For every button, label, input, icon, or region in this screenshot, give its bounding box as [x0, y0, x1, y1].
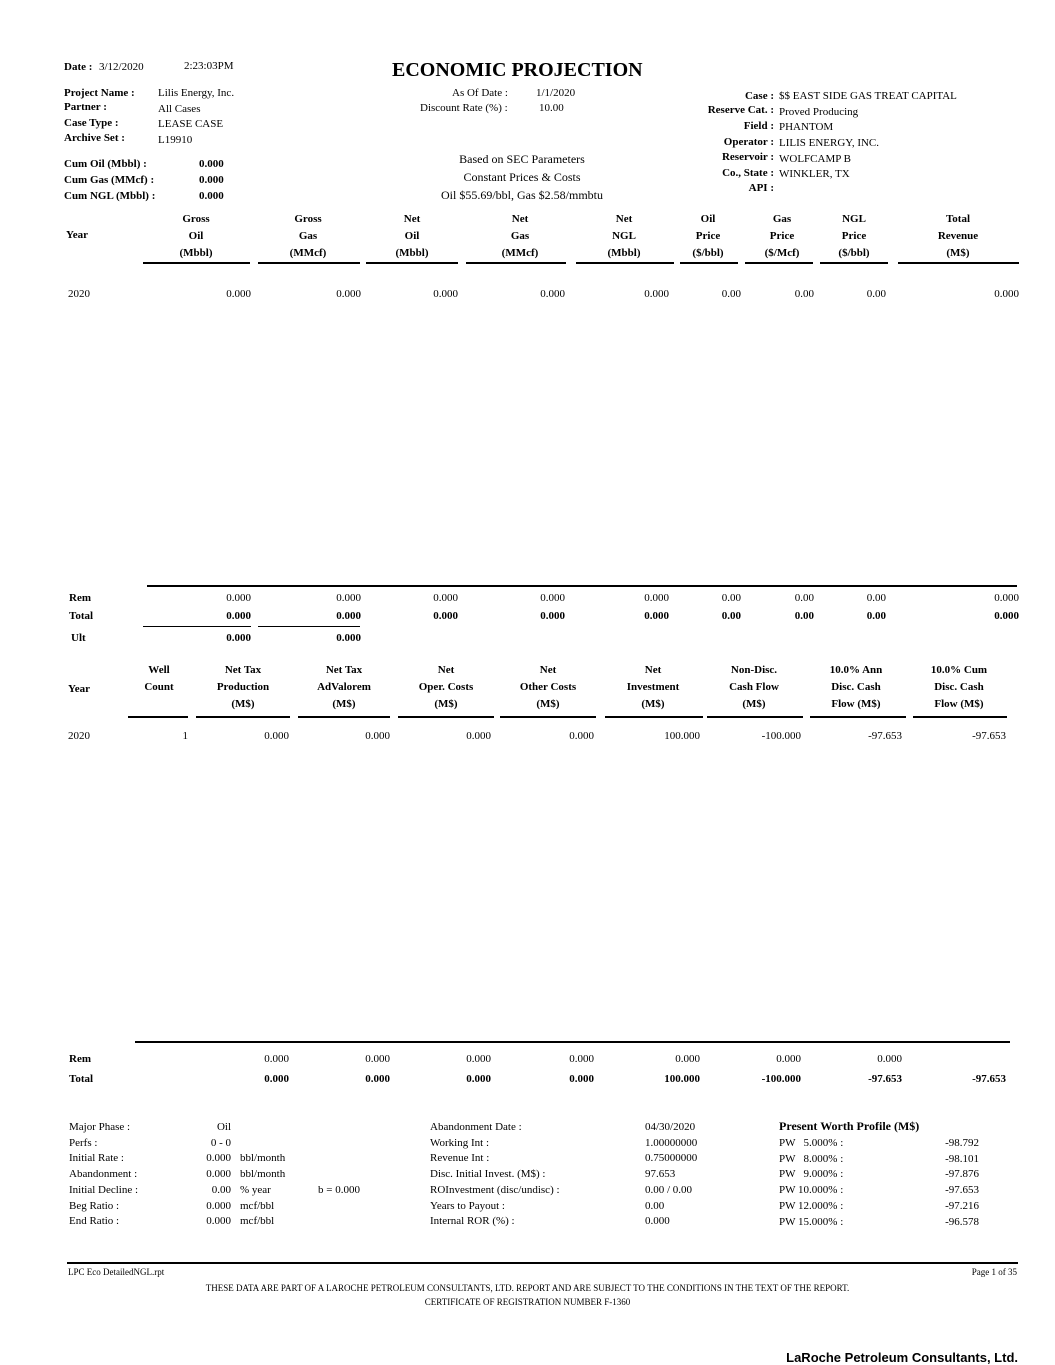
pw-label-3: PW 10.000% :	[779, 1184, 844, 1197]
t1-rem-cell-8: 0.000	[994, 592, 1019, 604]
t2-row-year: 2020	[68, 730, 90, 742]
t1-cell-3: 0.000	[540, 288, 565, 300]
t1-rem-label: Rem	[69, 592, 91, 604]
pw-value-0: -98.792	[945, 1137, 979, 1149]
disclaimer-line1: THESE DATA ARE PART OF A LAROCHE PETROLEUM CONSULTANTS, LTD. REPORT AND ARE SUBJECT TO THE CONDITIONS IN THE TEXT OF THE REPORT.	[205, 1283, 850, 1293]
summary-left-label-0: Major Phase :	[69, 1121, 131, 1133]
pw-value-1: -98.101	[945, 1152, 979, 1165]
summary-left-value-6: 0.000	[206, 1215, 231, 1228]
t1-col-underline-2	[366, 262, 458, 264]
t2-col-header-2: Net Tax AdValorem (M$)	[317, 664, 371, 710]
t2-rem-divider	[135, 1041, 1010, 1043]
t1-rem-cell-5: 0.00	[721, 592, 741, 604]
t2-cell-2: 0.000	[365, 730, 390, 742]
t1-total-cell-7: 0.00	[866, 610, 886, 622]
reservoir-value: WOLFCAMP B	[779, 153, 852, 165]
summary-middle-value-3: 97.653	[645, 1168, 676, 1181]
page-title: ECONOMIC PROJECTION	[392, 59, 643, 81]
t1-cell-0: 0.000	[226, 288, 251, 300]
t2-cell-1: 0.000	[264, 730, 289, 742]
api-label: API :	[748, 182, 774, 194]
t1-col-header-8: Total Revenue (M$)	[937, 213, 979, 259]
t2-col-underline-0	[128, 716, 188, 718]
t1-total-cell-2: 0.000	[433, 610, 458, 622]
summary-middle-value-1: 1.00000000	[645, 1136, 698, 1149]
t2-cell-8: -97.653	[972, 730, 1006, 742]
t1-rem-divider	[147, 585, 1017, 587]
t1-total-cell-5: 0.00	[721, 610, 741, 622]
t1-row-year: 2020	[68, 288, 90, 300]
cum-ngl-value: 0.000	[199, 190, 224, 202]
sec-params-line2: Constant Prices & Costs	[463, 170, 581, 184]
t2-year-header: Year	[68, 683, 90, 695]
t2-rem-cell-1: 0.000	[365, 1053, 390, 1065]
summary-left-value-2: 0.000	[206, 1152, 231, 1165]
summary-left-label-5: Beg Ratio :	[69, 1199, 120, 1212]
summary-middle-label-2: Revenue Int :	[430, 1152, 490, 1165]
case-type-value: LEASE CASE	[158, 118, 224, 130]
t1-col-underline-6	[745, 262, 813, 264]
summary-middle-label-3: Disc. Initial Invest. (M$) :	[430, 1168, 546, 1181]
t1-year-header: Year	[66, 229, 88, 241]
reservoir-label: Reservoir :	[721, 151, 774, 163]
as-of-date-value: 1/1/2020	[536, 87, 576, 99]
t2-col-header-3: Net Oper. Costs (M$)	[418, 664, 474, 710]
t1-rem-cell-4: 0.000	[644, 592, 669, 604]
t1-total-cell-8: 0.000	[994, 610, 1019, 622]
t1-col-underline-7	[820, 262, 888, 264]
t1-cell-2: 0.000	[433, 288, 458, 300]
t1-total-label: Total	[69, 610, 94, 622]
t1-col-underline-5	[680, 262, 738, 264]
summary-middle-label-1: Working Int :	[430, 1136, 489, 1149]
t2-total-cell-3: 0.000	[569, 1073, 594, 1085]
summary-left-label-2: Initial Rate :	[69, 1152, 124, 1165]
t2-col-underline-7	[810, 716, 906, 718]
summary-left-label-3: Abandonment :	[69, 1168, 138, 1181]
summary-left-value-3: 0.000	[206, 1168, 231, 1181]
disclaimer-line2: CERTIFICATE OF REGISTRATION NUMBER F-1360	[424, 1297, 631, 1307]
t2-total-label: Total	[69, 1073, 94, 1085]
discount-rate-value: 10.00	[539, 102, 564, 114]
t2-cell-0: 1	[182, 730, 188, 742]
reserve-cat-value: Proved Producing	[779, 106, 859, 118]
t1-cell-8: 0.000	[994, 288, 1019, 300]
case-label: Case :	[744, 90, 774, 102]
discount-rate-label: Discount Rate (%) :	[420, 102, 508, 114]
t1-col-header-0: Gross Oil (Mbbl)	[179, 213, 213, 259]
t2-total-cell-7: -97.653	[972, 1073, 1006, 1085]
t1-col-header-1: Gross Gas (MMcf)	[289, 213, 327, 259]
t1-rem-cell-2: 0.000	[433, 592, 458, 604]
t1-col-header-5: Oil Price ($/bbl)	[692, 213, 724, 259]
summary-middle-value-4: 0.00 / 0.00	[645, 1183, 693, 1196]
summary-left-unit-4: % year	[240, 1183, 271, 1196]
t2-col-underline-3	[398, 716, 494, 718]
summary-left-unit-5: mcf/bbl	[240, 1199, 275, 1212]
project-name-label: Project Name :	[64, 87, 135, 99]
cum-oil-value: 0.000	[199, 158, 224, 170]
t2-rem-cell-2: 0.000	[466, 1053, 491, 1065]
summary-middle-label-6: Internal ROR (%) :	[430, 1215, 515, 1228]
reserve-cat-label: Reserve Cat. :	[707, 104, 774, 116]
t1-rem-cell-0: 0.000	[226, 592, 251, 604]
t2-cell-4: 0.000	[569, 730, 594, 742]
summary-middle-value-2: 0.75000000	[645, 1152, 698, 1165]
t2-rem-cell-3: 0.000	[569, 1053, 594, 1065]
t2-col-underline-8	[913, 716, 1007, 718]
summary-left-label-6: End Ratio :	[69, 1215, 120, 1228]
co-state-label: Co., State :	[722, 167, 774, 179]
t1-col-header-4: Net NGL (Mbbl)	[607, 213, 641, 259]
t2-total-cell-0: 0.000	[264, 1073, 289, 1085]
cum-gas-label: Cum Gas (MMcf) :	[64, 174, 155, 186]
sec-params-line1: Based on SEC Parameters	[459, 152, 585, 166]
summary-left-unit-3: bbl/month	[240, 1168, 286, 1181]
cum-ngl-label: Cum NGL (Mbbl) :	[64, 190, 156, 202]
t2-total-cell-1: 0.000	[365, 1073, 390, 1085]
t2-rem-cell-5: 0.000	[776, 1053, 801, 1065]
t2-col-header-8: 10.0% Cum Disc. Cash Flow (M$)	[930, 664, 988, 710]
t1-total-cell-4: 0.000	[644, 610, 669, 622]
t2-cell-6: -100.000	[761, 730, 801, 742]
footer-divider	[67, 1262, 1018, 1264]
summary-left-value-1: 0 - 0	[210, 1136, 231, 1149]
archive-set-value: L19910	[158, 134, 193, 146]
t1-rem-cell-7: 0.00	[866, 592, 886, 604]
t2-col-underline-6	[707, 716, 803, 718]
summary-middle-label-4: ROInvestment (disc/undisc) :	[430, 1183, 560, 1196]
archive-set-label: Archive Set :	[64, 132, 125, 144]
field-label: Field :	[743, 120, 774, 132]
t2-rem-cell-4: 0.000	[675, 1053, 700, 1065]
t2-cell-5: 100.000	[664, 730, 700, 742]
report-name: LPC Eco DetailedNGL.rpt	[68, 1267, 165, 1277]
t2-col-header-7: 10.0% Ann Disc. Cash Flow (M$)	[829, 664, 883, 710]
t1-total-cell-3: 0.000	[540, 610, 565, 622]
pw-title: Present Worth Profile (M$)	[779, 1119, 920, 1133]
t2-total-cell-2: 0.000	[466, 1073, 491, 1085]
t2-cell-3: 0.000	[466, 730, 491, 742]
t2-total-cell-4: 100.000	[664, 1073, 700, 1085]
pw-value-5: -96.578	[945, 1215, 979, 1228]
t1-cell-6: 0.00	[794, 288, 814, 300]
t1-ult-divider-2	[258, 626, 360, 627]
cum-gas-value: 0.000	[199, 174, 224, 186]
summary-left-value-4: 0.00	[211, 1183, 231, 1196]
summary-left-label-1: Perfs :	[69, 1136, 98, 1149]
t1-rem-cell-3: 0.000	[540, 592, 565, 604]
t2-col-underline-5	[605, 716, 703, 718]
t2-total-cell-6: -97.653	[868, 1073, 902, 1085]
t1-ult-cell-1: 0.000	[336, 632, 361, 644]
summary-middle-value-5: 0.00	[645, 1199, 665, 1212]
t1-cell-7: 0.00	[866, 288, 886, 300]
t2-col-header-1: Net Tax Production (M$)	[216, 664, 270, 710]
t1-cell-1: 0.000	[336, 288, 361, 300]
pw-label-0: PW 5.000% :	[779, 1137, 844, 1149]
t1-col-header-3: Net Gas (MMcf)	[501, 213, 539, 259]
t1-ult-divider-1	[143, 626, 251, 627]
cum-oil-label: Cum Oil (Mbbl) :	[64, 158, 147, 170]
b-value: b = 0.000	[318, 1184, 360, 1196]
t1-cell-5: 0.00	[721, 288, 741, 300]
partner-label: Partner :	[64, 101, 107, 113]
t2-rem-label: Rem	[69, 1053, 91, 1065]
sec-params-line3: Oil $55.69/bbl, Gas $2.58/mmbtu	[441, 188, 603, 202]
t2-col-underline-1	[196, 716, 290, 718]
t1-cell-4: 0.000	[644, 288, 669, 300]
operator-value: LILIS ENERGY, INC.	[779, 137, 880, 149]
t1-total-cell-1: 0.000	[336, 610, 361, 622]
pw-value-4: -97.216	[945, 1199, 979, 1212]
t1-col-underline-0	[143, 262, 250, 264]
t1-col-underline-3	[466, 262, 566, 264]
t2-col-header-4: Net Other Costs (M$)	[519, 664, 577, 710]
partner-value: All Cases	[158, 103, 201, 115]
company-brand: LaRoche Petroleum Consultants, Ltd.	[786, 1350, 1018, 1365]
t2-cell-7: -97.653	[868, 730, 902, 742]
t2-col-header-0: Well Count	[144, 664, 174, 693]
pw-label-5: PW 15.000% :	[779, 1215, 844, 1228]
t1-col-header-2: Net Oil (Mbbl)	[395, 213, 429, 259]
t2-total-cell-5: -100.000	[761, 1073, 801, 1085]
case-type-label: Case Type :	[64, 117, 119, 129]
t2-col-header-5: Net Investment (M$)	[626, 664, 680, 710]
field-value: PHANTOM	[779, 121, 834, 133]
t1-col-underline-8	[898, 262, 1019, 264]
summary-left-value-0: Oil	[216, 1121, 231, 1133]
t1-col-header-7: NGL Price ($/bbl)	[838, 213, 870, 259]
pw-value-2: -97.876	[945, 1168, 979, 1181]
t1-col-underline-1	[258, 262, 360, 264]
summary-middle-label-5: Years to Payout :	[430, 1199, 505, 1212]
summary-middle-value-0: 04/30/2020	[645, 1121, 696, 1133]
t2-col-underline-2	[298, 716, 390, 718]
t1-total-cell-6: 0.00	[794, 610, 814, 622]
time-value: 2:23:03PM	[184, 60, 234, 72]
t1-col-underline-4	[576, 262, 674, 264]
date-value: 3/12/2020	[99, 61, 144, 73]
summary-left-value-5: 0.000	[206, 1199, 231, 1212]
t1-rem-cell-6: 0.00	[794, 592, 814, 604]
case-value: $$ EAST SIDE GAS TREAT CAPITAL	[779, 90, 957, 102]
as-of-date-label: As Of Date :	[452, 87, 508, 99]
t1-col-header-6: Gas Price ($/Mcf)	[764, 213, 800, 259]
pw-label-1: PW 8.000% :	[779, 1152, 844, 1165]
project-name-value: Lilis Energy, Inc.	[158, 87, 235, 99]
summary-middle-value-6: 0.000	[645, 1215, 670, 1228]
summary-middle-label-0: Abandonment Date :	[430, 1121, 522, 1133]
t1-ult-cell-0: 0.000	[226, 632, 251, 644]
page-number: Page 1 of 35	[971, 1267, 1017, 1277]
t1-ult-label: Ult	[71, 632, 86, 644]
date-label: Date :	[64, 61, 93, 73]
t2-col-header-6: Non-Disc. Cash Flow (M$)	[729, 664, 779, 710]
t1-total-cell-0: 0.000	[226, 610, 251, 622]
t1-rem-cell-1: 0.000	[336, 592, 361, 604]
summary-left-label-4: Initial Decline :	[69, 1183, 139, 1196]
pw-label-4: PW 12.000% :	[779, 1199, 844, 1212]
t2-col-underline-4	[500, 716, 596, 718]
pw-value-3: -97.653	[945, 1184, 979, 1197]
t2-rem-cell-6: 0.000	[877, 1053, 902, 1065]
pw-label-2: PW 9.000% :	[779, 1168, 844, 1181]
summary-left-unit-2: bbl/month	[240, 1152, 286, 1165]
co-state-value: WINKLER, TX	[779, 168, 850, 180]
operator-label: Operator :	[723, 136, 774, 148]
t2-rem-cell-0: 0.000	[264, 1053, 289, 1065]
summary-left-unit-6: mcf/bbl	[240, 1215, 275, 1228]
